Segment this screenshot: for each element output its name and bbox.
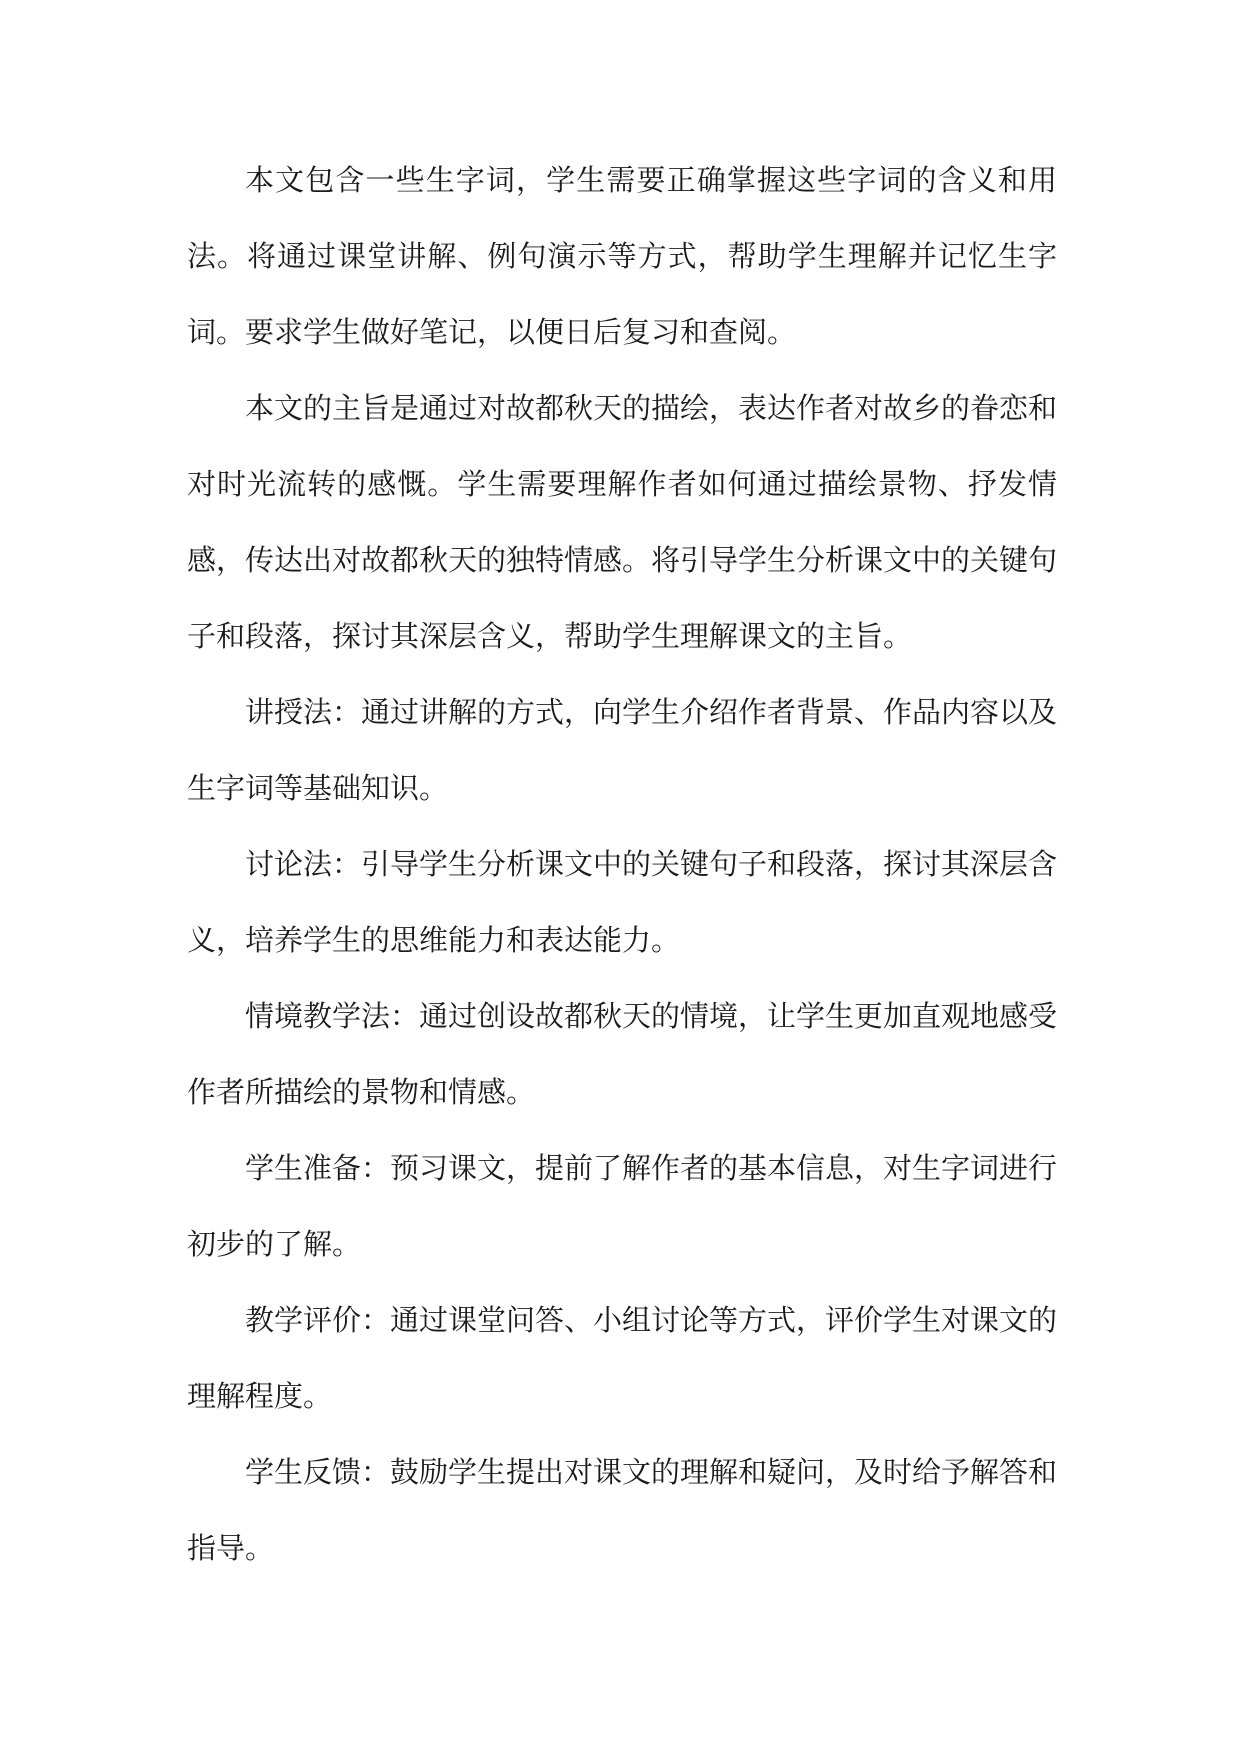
paragraph-discussion-method: 讨论法：引导学生分析课文中的关键句子和段落，探讨其深层含义，培养学生的思维能力和表达能力。 [187, 847, 1058, 957]
paragraph-lecture-method: 讲授法：通过讲解的方式，向学生介绍作者背景、作品内容以及生字词等基础知识。 [187, 695, 1058, 805]
paragraph-student-preparation: 学生准备：预习课文，提前了解作者的基本信息，对生字词进行初步的了解。 [187, 1151, 1058, 1261]
paragraph-teaching-evaluation: 教学评价：通过课堂问答、小组讨论等方式，评价学生对课文的理解程度。 [187, 1303, 1058, 1413]
paragraph-main-idea: 本文的主旨是通过对故都秋天的描绘，表达作者对故乡的眷恋和对时光流转的感慨。学生需要理解作者如何通过描绘景物、抒发情感，传达出对故都秋天的独特情感。将引导学生分析课文中的关键句子和段落，探讨其深层含义，帮助学生理解课文的主旨。 [187, 391, 1058, 653]
paragraph-student-feedback: 学生反馈：鼓励学生提出对课文的理解和疑问，及时给予解答和指导。 [187, 1455, 1058, 1565]
body-text [187, 142, 1057, 1586]
paragraph-situational-method: 情境教学法：通过创设故都秋天的情境，让学生更加直观地感受作者所描绘的景物和情感。 [187, 999, 1058, 1109]
paragraph-vocabulary: 本文包含一些生字词，学生需要正确掌握这些字词的含义和用法。将通过课堂讲解、例句演示等方式，帮助学生理解并记忆生字词。要求学生做好笔记，以便日后复习和查阅。 [187, 163, 1057, 349]
